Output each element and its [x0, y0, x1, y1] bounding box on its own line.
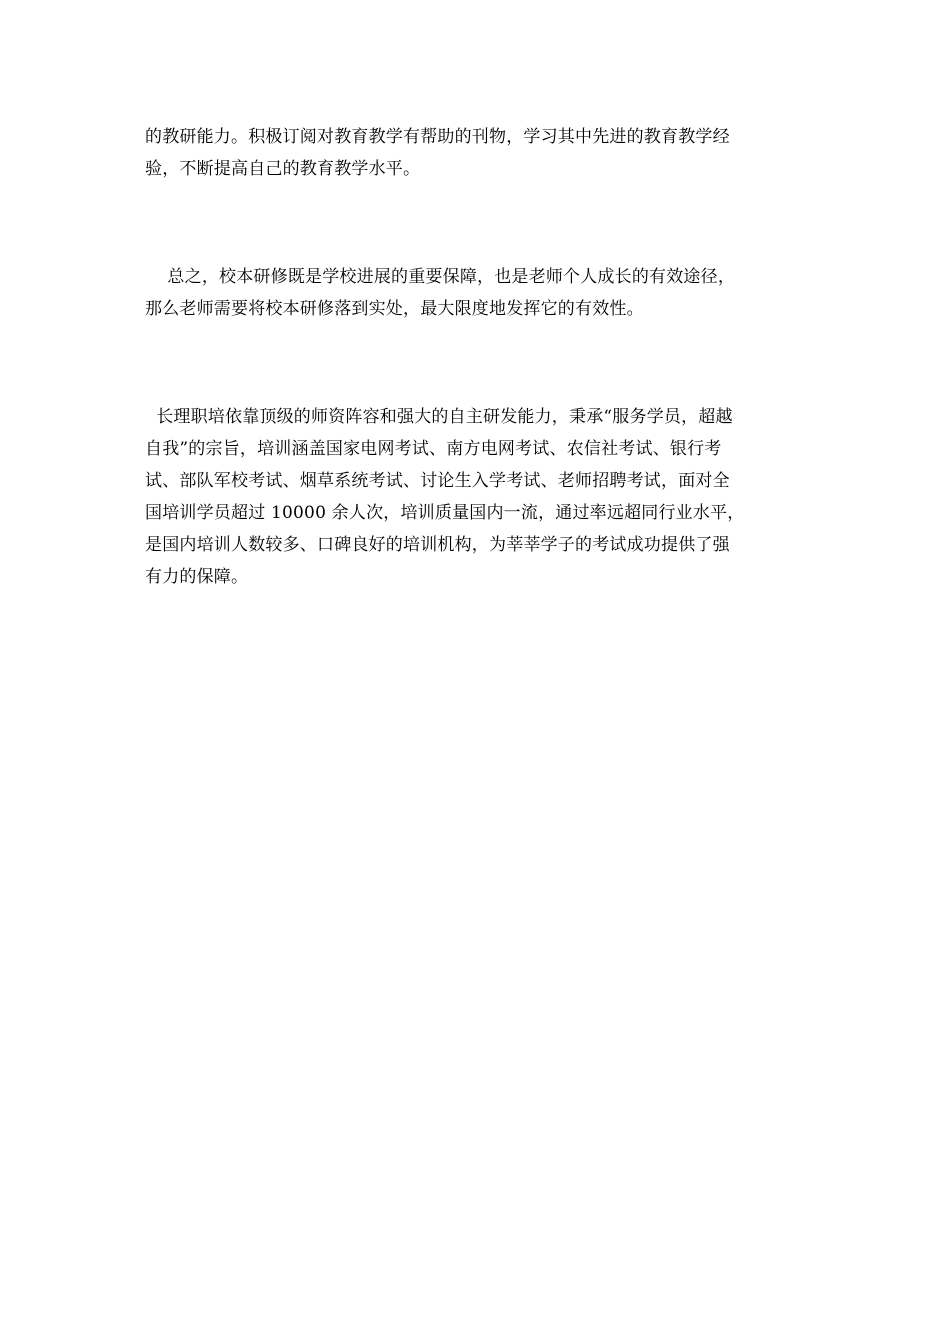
paragraph-conclusion — [145, 261, 810, 325]
paragraph-line: 那么老师需要将校本研修落到实处，最大限度地发挥它的有效性。 — [145, 299, 644, 319]
paragraph-line: 自我”的宗旨，培训涵盖国家电网考试、南方电网考试、农信社考试、银行考 — [145, 439, 722, 459]
paragraph-line: 总之，校本研修既是学校进展的重要保障，也是老师个人成长的有效途径， — [145, 267, 736, 287]
paragraph-line: 试、部队军校考试、烟草系统考试、讨论生入学考试、老师招聘考试，面对全 — [145, 471, 730, 491]
paragraph-line: 长理职培依靠顶级的师资阵容和强大的自主研发能力，秉承“服务学员，超越 — [145, 407, 733, 427]
paragraph-teaching-research — [145, 121, 810, 185]
paragraph-line: 国培训学员超过 10000 余人次，培训质量国内一流，通过率远超同行业水平， — [145, 503, 745, 523]
paragraph-line: 的教研能力。积极订阅对教育教学有帮助的刊物，学习其中先进的教育教学经 — [145, 127, 730, 147]
paragraph-line: 是国内培训人数较多、口碑良好的培训机构，为莘莘学子的考试成功提供了强 — [145, 535, 730, 555]
paragraph-line: 有力的保障。 — [145, 567, 249, 587]
paragraph-training-intro — [145, 401, 810, 593]
paragraph-line: 验，不断提高自己的教育教学水平。 — [145, 159, 421, 179]
